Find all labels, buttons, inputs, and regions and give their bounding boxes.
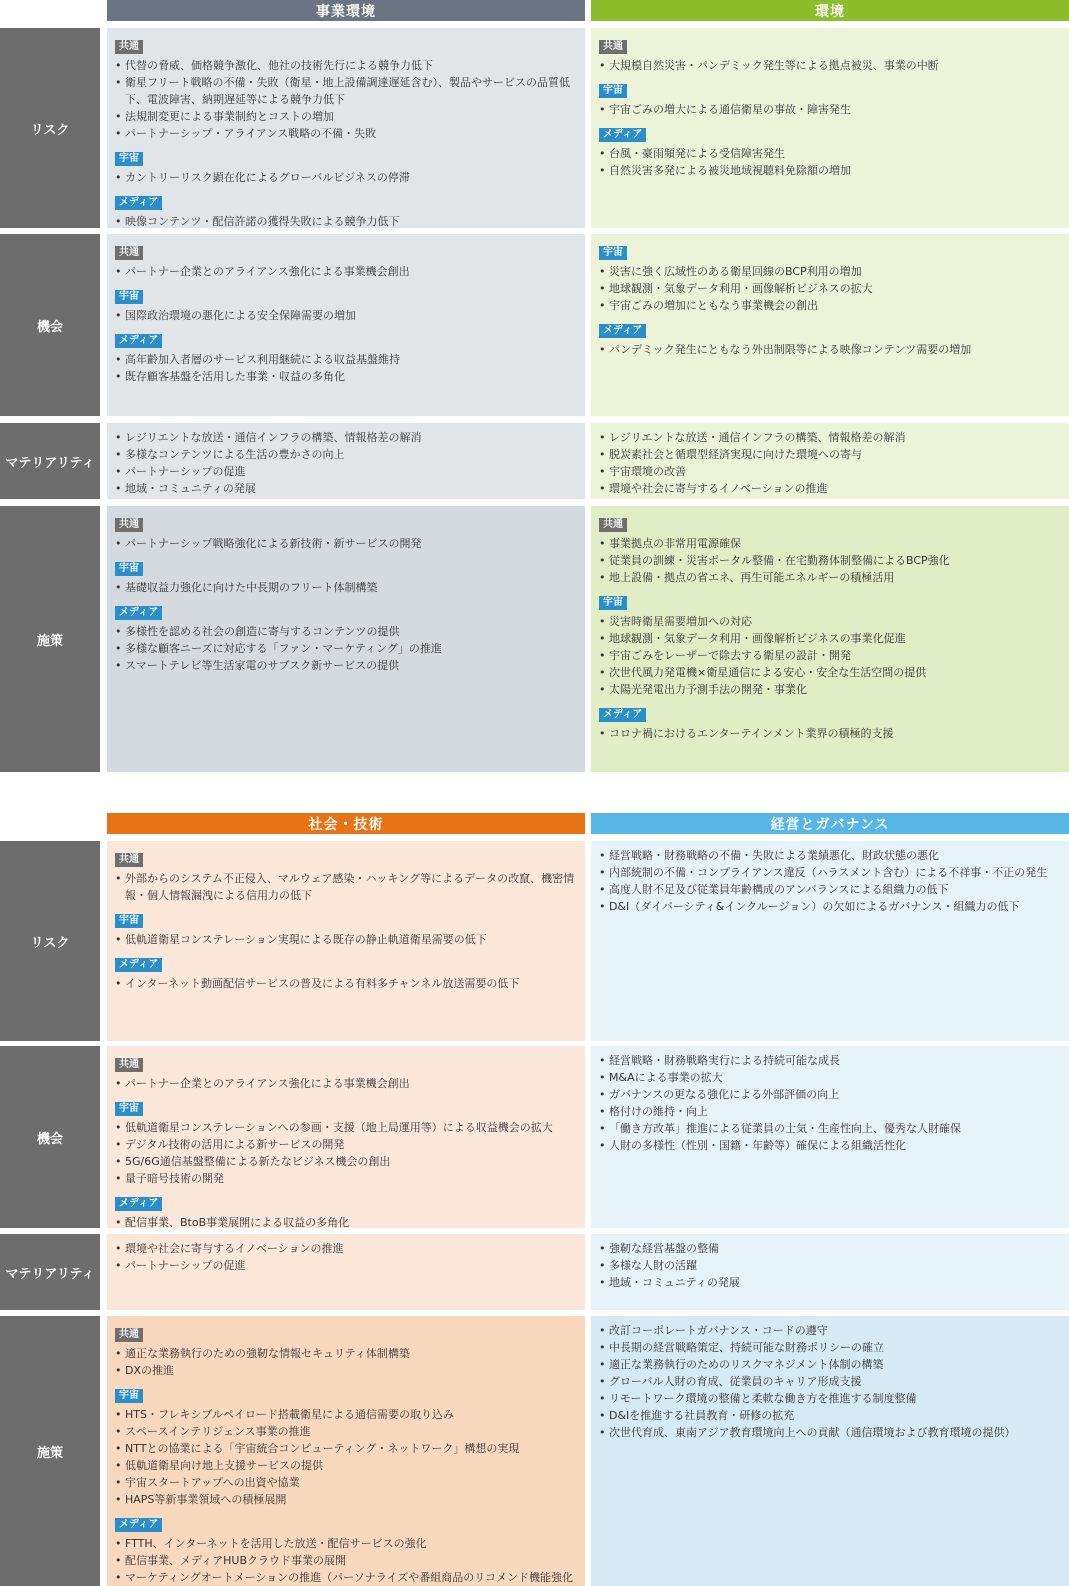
bullet-list (115, 1214, 579, 1228)
category-tag-common: 共通 (599, 518, 627, 532)
bullet-list (115, 975, 579, 992)
bullet-group (599, 512, 1063, 586)
bullet-item: • 中長期の経営戦略策定、持続可能な財務ポリシーの確立 (599, 1339, 1063, 1356)
bullet-list (115, 1240, 579, 1274)
bullet-item: • 配信事業、メディアHUBクラウド事業の展開 (115, 1552, 579, 1569)
bullet-group (115, 847, 579, 904)
category-tag-common: 共通 (115, 1058, 143, 1072)
bullet-item: • 代替の脅威、価格競争激化、他社の技術先行による競争力低下 (115, 57, 579, 74)
bullet-list (115, 1119, 579, 1187)
bullet-item: • 国際政治環境の悪化による安全保障需要の増加 (115, 307, 579, 324)
bullet-list (599, 535, 1063, 586)
category-tag-media: メディア (599, 128, 646, 142)
bullet-list (115, 57, 579, 142)
cell-environment-risk (591, 28, 1069, 228)
bullet-group (599, 847, 1063, 915)
category-tag-space: 宇宙 (599, 84, 627, 98)
bullet-list (599, 263, 1063, 314)
bullet-group (599, 78, 1063, 118)
cell-business-opportunity (107, 234, 585, 416)
bullet-item: • 「働き方改革」推進による従業員の士気・生産性向上、優秀な人財確保 (599, 1120, 1063, 1137)
bullet-item: • 低軌道衛星向け地上支援サービスの提供 (115, 1457, 579, 1474)
bullet-list (115, 870, 579, 904)
row-label-opportunity-2: 機会 (0, 1046, 100, 1228)
bullet-item: • パートナー企業とのアライアンス強化による事業機会創出 (115, 263, 579, 280)
category-tag-media: メディア (115, 1197, 162, 1211)
bullet-item: • 経営戦略・財務戦略実行による持続可能な成長 (599, 1052, 1063, 1069)
bullet-group (115, 1096, 579, 1187)
bullet-list (115, 263, 579, 280)
bullet-item: • 適正な業務執行のためのリスクマネジメント体制の構築 (599, 1356, 1063, 1373)
bullet-item: • グローバル人財の育成、従業員のキャリア形成支援 (599, 1373, 1063, 1390)
bullet-item: • 台風・豪雨頻発による受信障害発生 (599, 145, 1063, 162)
bullet-item: • 配信事業、BtoB事業展開による収益の多角化 (115, 1214, 579, 1228)
bullet-group (599, 429, 1063, 497)
bullet-item: • パートナーシップ・アライアンス戦略の不備・失敗 (115, 125, 579, 142)
cell-business-risk (107, 28, 585, 228)
bullet-item: • 人財の多様性（性別・国籍・年齢等）確保による組織活性化 (599, 1137, 1063, 1154)
category-tag-space: 宇宙 (599, 246, 627, 260)
bullet-item: • 改訂コーポレートガバナンス・コードの遵守 (599, 1322, 1063, 1339)
category-tag-common: 共通 (115, 246, 143, 260)
bullet-item: • 多様なコンテンツによる生活の豊かさの向上 (115, 446, 579, 463)
bullet-group (115, 1191, 579, 1228)
bullet-group (599, 318, 1063, 358)
bullet-item: • デジタル技術の活用による新サービスの開発 (115, 1136, 579, 1153)
bullet-item: • 法規制変更による事業制約とコストの増加 (115, 108, 579, 125)
bullet-item: • パートナーシップの促進 (115, 1257, 579, 1274)
bullet-item: • 環境や社会に寄与するイノベーションの推進 (115, 1240, 579, 1257)
bullet-item: • レジリエントな放送・通信インフラの構築、情報格差の解消 (599, 429, 1063, 446)
bullet-item: • パートナーシップの促進 (115, 463, 579, 480)
category-tag-media: メディア (599, 324, 646, 338)
bullet-item: • コロナ禍におけるエンターテインメント業界の積極的支援 (599, 725, 1063, 742)
bullet-item: • M&Aによる事業の拡大 (599, 1069, 1063, 1086)
category-tag-media: メディア (115, 1518, 162, 1532)
bullet-list (599, 1322, 1063, 1441)
row-label-measures-2: 施策 (0, 1316, 100, 1586)
bullet-item: • 低軌道衛星コンステレーション実現による既存の静止軌道衛星需要の低下 (115, 931, 579, 948)
bullet-item: • リモートワーク環境の整備と柔軟な働き方を推進する制度整備 (599, 1390, 1063, 1407)
header-governance: 経営とガバナンス (591, 813, 1069, 834)
bullet-item: • 高年齢加入者層のサービス利用継続による収益基盤維持 (115, 351, 579, 368)
cell-environment-measures (591, 506, 1069, 772)
category-tag-common: 共通 (115, 518, 143, 532)
bullet-item: • 低軌道衛星コンステレーションへの参画・支援（地上局運用等）による収益機会の拡大 (115, 1119, 579, 1136)
bullet-group (115, 1052, 579, 1092)
category-tag-media: メディア (115, 958, 162, 972)
bullet-item: • 次世代育成、東南アジア教育環境向上への貢献（通信環境および教育環境の提供） (599, 1424, 1063, 1441)
bullet-item: • 衛星フリート戦略の不備・失敗（衛星・地上設備調達遅延含む）、製品やサービスの品質低下、電波障害、納期遅延等による競争力低下 (115, 74, 579, 108)
bullet-item: • スマートテレビ等生活家電のサブスク新サービスの提供 (115, 657, 579, 674)
category-tag-common: 共通 (115, 853, 143, 867)
cell-social-measures (107, 1316, 585, 1586)
bullet-list (115, 931, 579, 948)
bullet-list (599, 1240, 1063, 1291)
bullet-item: • マーケティングオートメーションの推進（パーソナライズや番組商品のリコメンド機能強化 (115, 1569, 579, 1586)
bullet-group (115, 1322, 579, 1379)
cell-environment-opportunity (591, 234, 1069, 416)
bullet-item: • 事業拠点の非常用電源確保 (599, 535, 1063, 552)
bullet-item: • 高度人財不足及び従業員年齢構成のアンバランスによる組織力の低下 (599, 881, 1063, 898)
bullet-group (115, 146, 579, 186)
bullet-item: • 自然災害多発による被災地域視聴料免除額の増加 (599, 162, 1063, 179)
bullet-item: • 脱炭素社会と循環型経済実現に向けた環境への寄与 (599, 446, 1063, 463)
bullet-list (115, 169, 579, 186)
row-label-risk-2: リスク (0, 841, 100, 1041)
bullet-group (115, 512, 579, 552)
bullet-list (115, 1406, 579, 1508)
bullet-item: • 宇宙スタートアップへの出資や協業 (115, 1474, 579, 1491)
bullet-item: • DXの推進 (115, 1362, 579, 1379)
bullet-item: • D&Iを推進する社員教育・研修の拡充 (599, 1407, 1063, 1424)
bullet-list (599, 145, 1063, 179)
bullet-item: • 災害時衛星需要増加への対応 (599, 613, 1063, 630)
bullet-item: • 強靭な経営基盤の整備 (599, 1240, 1063, 1257)
bullet-item: • レジリエントな放送・通信インフラの構築、情報格差の解消 (115, 429, 579, 446)
bullet-item: • 宇宙環境の改善 (599, 463, 1063, 480)
row-label-measures: 施策 (0, 506, 100, 772)
bullet-item: • 大規模自然災害・パンデミック発生等による拠点被災、事業の中断 (599, 57, 1063, 74)
bullet-group (599, 702, 1063, 742)
bullet-item: • D&I（ダイバーシティ&インクルージョン）の欠如によるガバナンス・組織力の低下 (599, 898, 1063, 915)
cell-governance-risk (591, 841, 1069, 1041)
bullet-group (599, 240, 1063, 314)
cell-social-opportunity (107, 1046, 585, 1228)
bullet-item: • NTTとの協業による「宇宙統合コンピューティング・ネットワーク」構想の実現 (115, 1440, 579, 1457)
bullet-item: • 既存顧客基盤を活用した事業・収益の多角化 (115, 368, 579, 385)
bullet-list (599, 341, 1063, 358)
bullet-group (115, 190, 579, 228)
bullet-item: • 災害に強く広域性のある衛星回線のBCP利用の増加 (599, 263, 1063, 280)
category-tag-space: 宇宙 (115, 290, 143, 304)
bullet-group (115, 908, 579, 948)
bullet-list (599, 57, 1063, 74)
bullet-item: • 従業員の訓練・災害ポータル整備・在宅勤務体制整備によるBCP強化 (599, 552, 1063, 569)
category-tag-space: 宇宙 (599, 596, 627, 610)
cell-business-materiality (107, 423, 585, 499)
bullet-item: • パンデミック発生にともなう外出制限等による映像コンテンツ需要の増加 (599, 341, 1063, 358)
bullet-group (115, 284, 579, 324)
bullet-item: • 適正な業務執行のための強靭な情報セキュリティ体制構築 (115, 1345, 579, 1362)
bullet-list (115, 1345, 579, 1379)
bullet-item: • 格付けの維持・向上 (599, 1103, 1063, 1120)
category-tag-space: 宇宙 (115, 1389, 143, 1403)
bullet-list (115, 535, 579, 552)
bullet-item: • パートナーシップ戦略強化による新技術・新サービスの開発 (115, 535, 579, 552)
category-tag-space: 宇宙 (115, 562, 143, 576)
bullet-item: • 地球観測・気象データ利用・画像解析ビジネスの事業化促進 (599, 630, 1063, 647)
bullet-group (599, 1322, 1063, 1441)
bullet-list (599, 613, 1063, 698)
bullet-item: • 宇宙ごみの増大による通信衛星の事故・障害発生 (599, 101, 1063, 118)
bullet-item: • 多様な顧客ニーズに対応する「ファン・マーケティング」の推進 (115, 640, 579, 657)
bullet-list (115, 351, 579, 385)
header-environment: 環境 (591, 0, 1069, 21)
bullet-item: • 宇宙ごみをレーザーで除去する衛星の設計・開発 (599, 647, 1063, 664)
category-tag-common: 共通 (599, 40, 627, 54)
bullet-list (115, 623, 579, 674)
bullet-item: • 地域・コミュニティの発展 (115, 480, 579, 497)
bullet-item: • HTS・フレキシブルペイロード搭載衛星による通信需要の取り込み (115, 1406, 579, 1423)
bullet-item: • 宇宙ごみの増加にともなう事業機会の創出 (599, 297, 1063, 314)
bullet-item: • ガバナンスの更なる強化による外部評価の向上 (599, 1086, 1063, 1103)
category-tag-media: メディア (115, 606, 162, 620)
bullet-list (115, 429, 579, 497)
category-tag-space: 宇宙 (115, 914, 143, 928)
bullet-item: • 地球観測・気象データ利用・画像解析ビジネスの拡大 (599, 280, 1063, 297)
bullet-item: • HAPS等新事業領域への積極展開 (115, 1491, 579, 1508)
bullet-group (115, 600, 579, 674)
category-tag-media: メディア (115, 196, 162, 210)
bullet-item: • FTTH、インターネットを活用した放送・配信サービスの強化 (115, 1535, 579, 1552)
category-tag-common: 共通 (115, 40, 143, 54)
cell-social-materiality (107, 1234, 585, 1310)
bullet-item: • スペースインテリジェンス事業の推進 (115, 1423, 579, 1440)
header-social-technology: 社会・技術 (107, 813, 585, 834)
category-tag-media: メディア (599, 708, 646, 722)
bullet-group (599, 1240, 1063, 1291)
bullet-group (599, 122, 1063, 179)
bullet-item: • インターネット動画配信サービスの普及による有料多チャンネル放送需要の低下 (115, 975, 579, 992)
cell-governance-materiality (591, 1234, 1069, 1310)
bullet-list (115, 1535, 579, 1586)
bullet-item: • 地上設備・拠点の省エネ、再生可能エネルギーの積極活用 (599, 569, 1063, 586)
cell-social-risk (107, 841, 585, 1041)
bullet-group (115, 556, 579, 596)
bullet-item: • 地域・コミュニティの発展 (599, 1274, 1063, 1291)
cell-environment-materiality (591, 423, 1069, 499)
category-tag-media: メディア (115, 334, 162, 348)
bullet-list (115, 213, 579, 228)
bullet-group (599, 1052, 1063, 1154)
bullet-group (115, 952, 579, 992)
cell-governance-opportunity (591, 1046, 1069, 1228)
bullet-group (599, 590, 1063, 698)
bullet-item: • 太陽光発電出力予測手法の開発・事業化 (599, 681, 1063, 698)
bullet-item: • 経営戦略・財務戦略の不備・失敗による業績悪化、財政状態の悪化 (599, 847, 1063, 864)
bullet-item: • パートナー企業とのアライアンス強化による事業機会創出 (115, 1075, 579, 1092)
bullet-list (115, 307, 579, 324)
bullet-item: • 量子暗号技術の開発 (115, 1170, 579, 1187)
bullet-item: • 映像コンテンツ・配信許諾の獲得失敗による競争力低下 (115, 213, 579, 228)
row-label-opportunity: 機会 (0, 234, 100, 416)
bullet-item: • 基礎収益力強化に向けた中長期のフリート体制構築 (115, 579, 579, 596)
row-label-materiality: マテリアリティ (0, 423, 100, 499)
row-label-materiality-2: マテリアリティ (0, 1234, 100, 1310)
bullet-list (599, 101, 1063, 118)
bullet-group (115, 240, 579, 280)
bullet-item: • 環境や社会に寄与するイノベーションの推進 (599, 480, 1063, 497)
cell-business-measures (107, 506, 585, 772)
header-business-environment: 事業環境 (107, 0, 585, 21)
bullet-item: • 多様性を認める社会の創造に寄与するコンテンツの提供 (115, 623, 579, 640)
bullet-group (115, 1512, 579, 1586)
category-tag-space: 宇宙 (115, 152, 143, 166)
bullet-item: • 外部からのシステム不正侵入、マルウェア感染・ハッキング等によるデータの改竄、機密情報・個人情報漏洩による信用力の低下 (115, 870, 579, 904)
bullet-list (599, 847, 1063, 915)
bullet-list (115, 1075, 579, 1092)
bullet-group (115, 34, 579, 142)
row-label-risk: リスク (0, 28, 100, 228)
bullet-group (115, 1240, 579, 1274)
bullet-item: • カントリーリスク顕在化によるグローバルビジネスの停滞 (115, 169, 579, 186)
bullet-group (115, 1383, 579, 1508)
bullet-group (115, 328, 579, 385)
bullet-list (599, 429, 1063, 497)
category-tag-space: 宇宙 (115, 1102, 143, 1116)
bullet-group (115, 429, 579, 497)
cell-governance-measures (591, 1316, 1069, 1586)
bullet-list (599, 725, 1063, 742)
bullet-item: • 多様な人財の活躍 (599, 1257, 1063, 1274)
bullet-item: • 内部統制の不備・コンプライアンス違反（ハラスメント含む）による不祥事・不正の発生 (599, 864, 1063, 881)
bullet-group (599, 34, 1063, 74)
bullet-list (599, 1052, 1063, 1154)
bullet-item: • 次世代風力発電機×衛星通信による安心・安全な生活空間の提供 (599, 664, 1063, 681)
bullet-list (115, 579, 579, 596)
bullet-item: • 5G/6G通信基盤整備による新たなビジネス機会の創出 (115, 1153, 579, 1170)
category-tag-common: 共通 (115, 1328, 143, 1342)
